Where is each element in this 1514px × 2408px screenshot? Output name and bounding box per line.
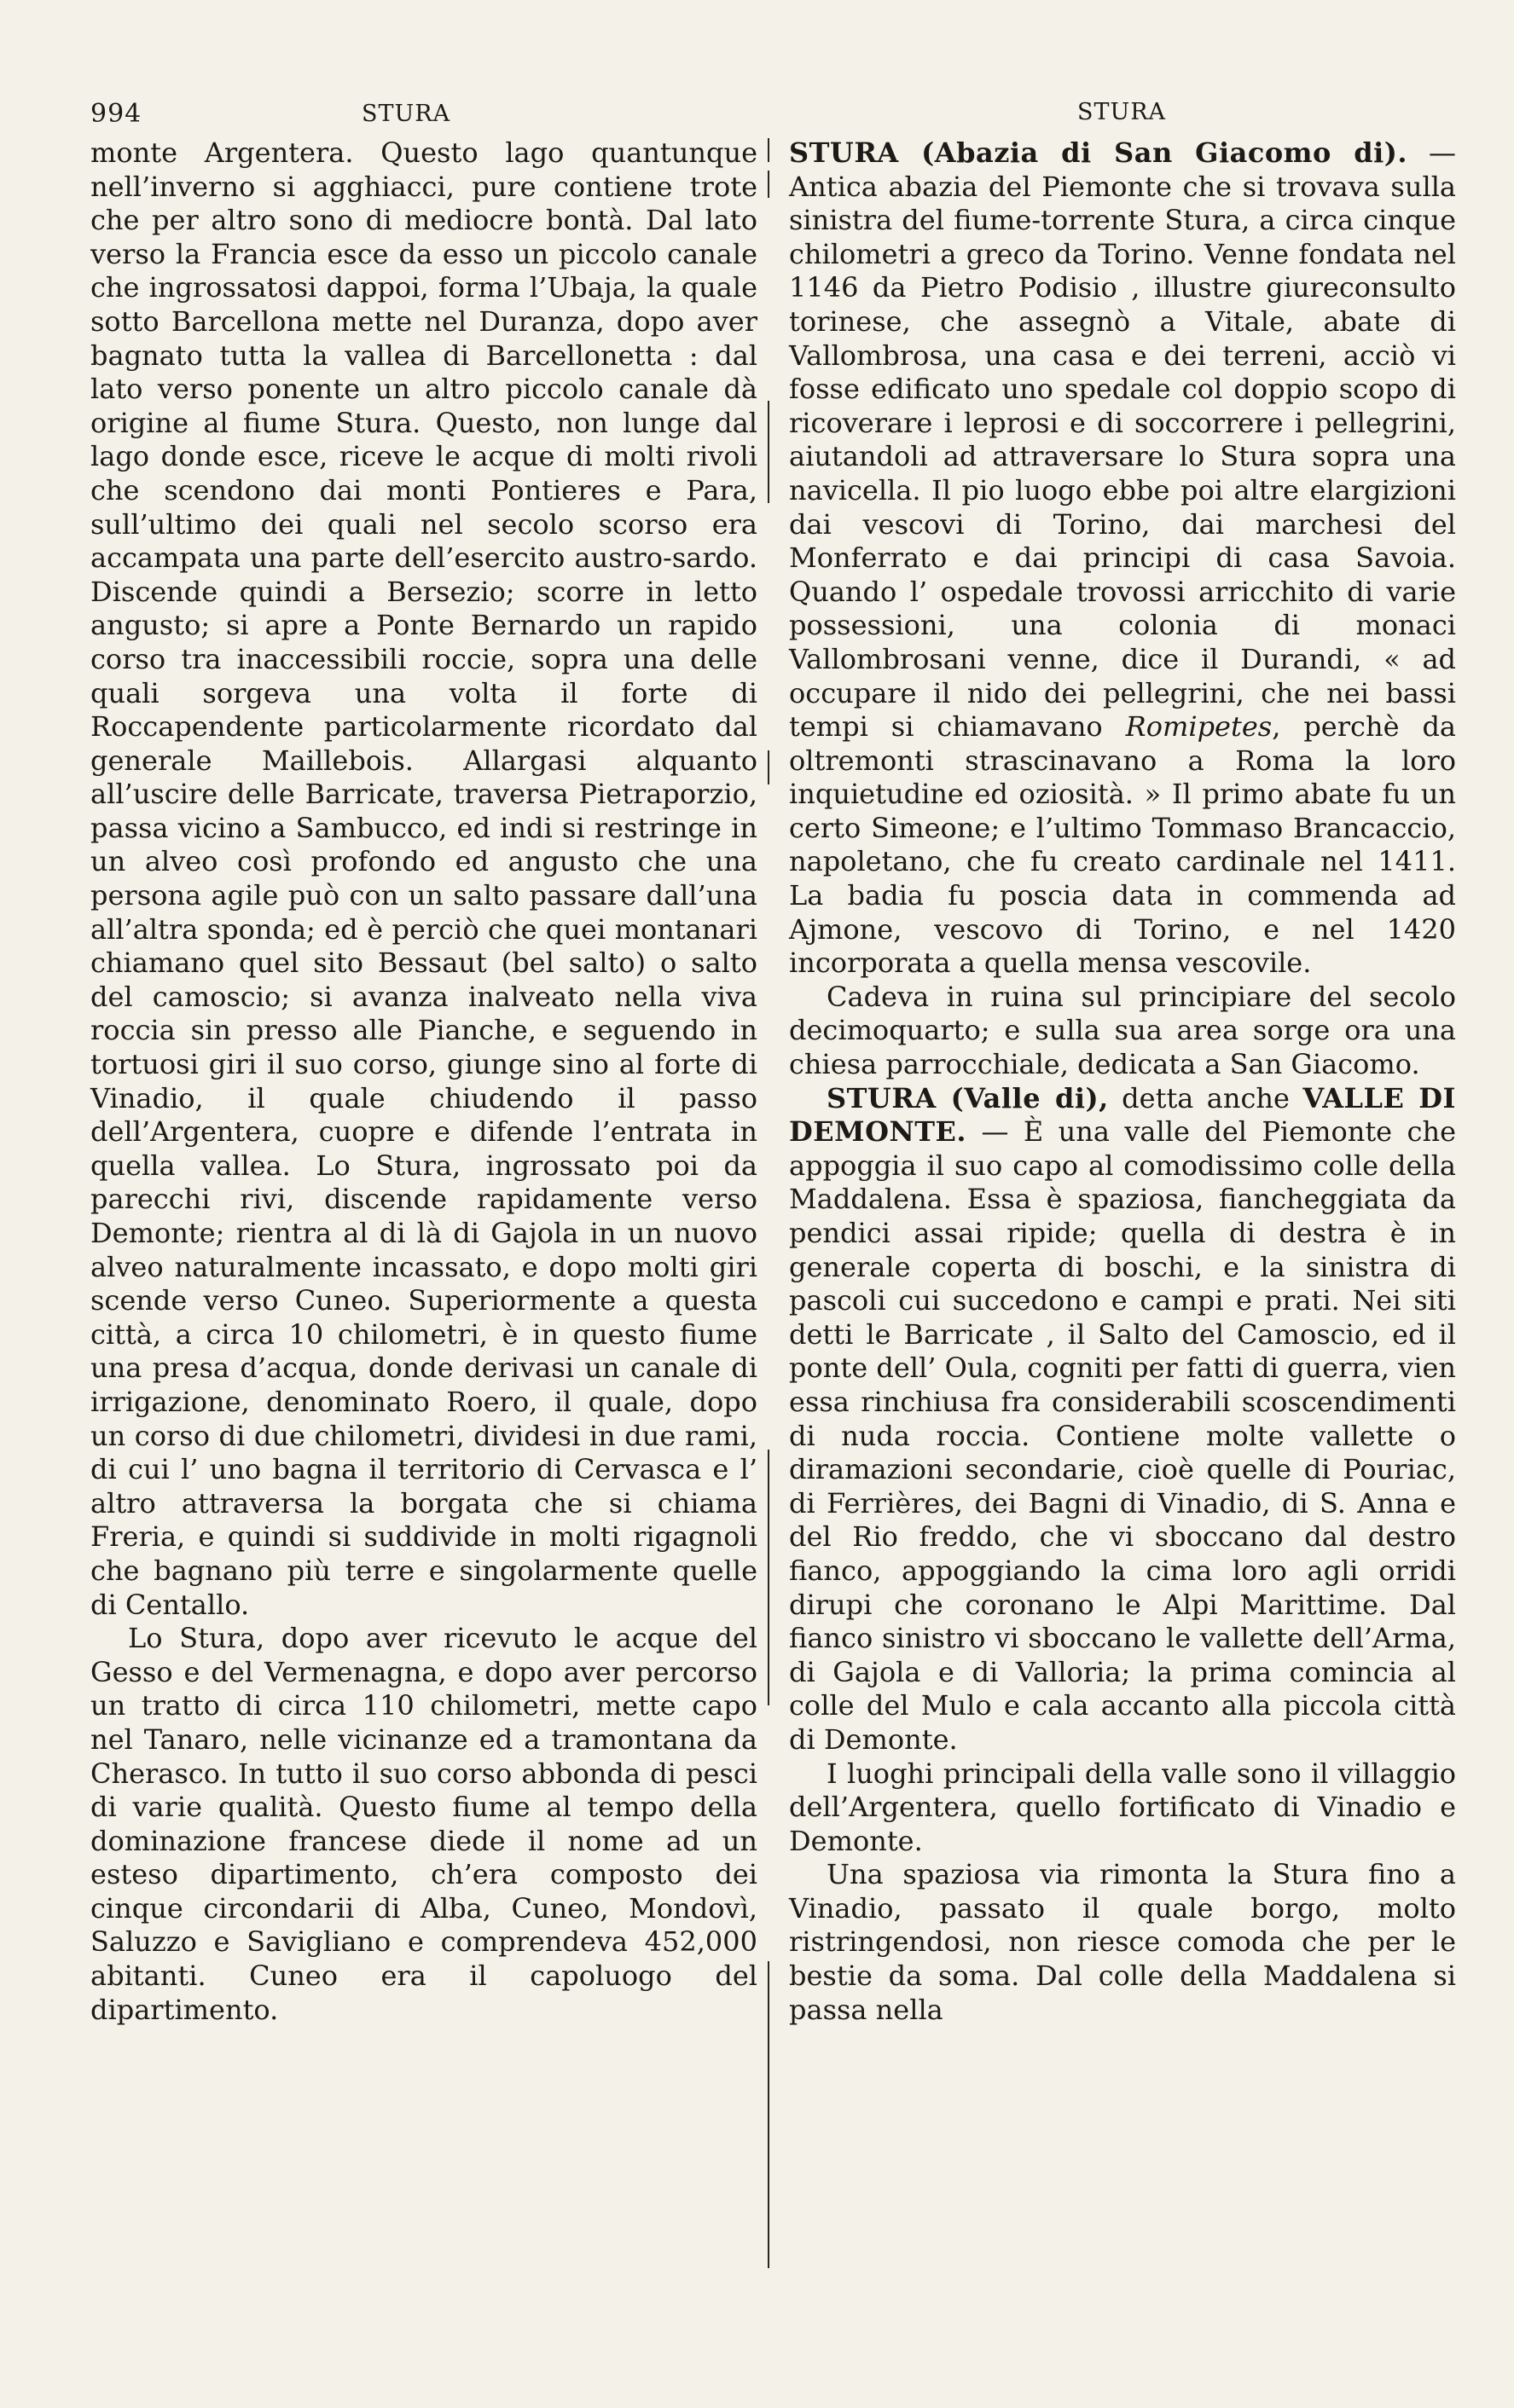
column-rule (768, 138, 769, 162)
paragraph: Lo Stura, dopo aver ricevuto le acque del Gesso e del Vermenagna, e dopo aver percorso un tratto di circa 110 chilometri, mette capo nel Tanaro, nelle vicinanze ed a tramontana da Cherasco. In tutto il suo corso abbonda di pesci di varie qualità. Questo fiume al tempo della dominazione francese diede il nome ad un esteso dipartimento, ch’era composto dei cinque circondarii di Alba, Cuneo, Mondovì, Saluzzo e Savigliano e comprendeva 452,000 abitanti. Cuneo era il capoluogo del dipartimento. (90, 1622, 757, 2026)
entry-alt-heading: VALLE DI DEMONTE. (789, 1081, 1456, 1149)
entry-heading: STURA (Abazia di San Giacomo di). (789, 136, 1408, 169)
entry-text: detta anche (1122, 1081, 1290, 1114)
italic-term: Romipetes (1125, 710, 1273, 744)
entry-text: — È una valle del Piemonte che appoggia il suo capo al comodissimo colle della Maddalena. Essa è spaziosa, fiancheggiata da pendici assai ripide; quella di destra è in generale coperta di boschi, e la sinistra di pascoli cui succedono e campi e prati. Nei siti detti le Barricate , il Salto del Camoscio, ed il ponte dell’ Oula, cogniti per fatti di guerra, vien essa rinchiusa fra considerabili scoscendimenti di nuda roccia. Contiene molte vallette o diramazioni secondarie, cioè quelle di Pouriac, di Ferrières, dei Bagni di Vinadio, di S. Anna e del Rio freddo, che vi sboccano dal destro fianco, appoggiando la cima loro agli orridi dirupi che coronano le Alpi Marittime. Dal fianco sinistro vi sboccano le vallette dell’Arma, di Gajola e di Valloria; la prima comincia al colle del Mulo e cala accanto alla piccola città di Demonte. (789, 1115, 1457, 1756)
column-rule (768, 171, 769, 198)
right-running-head (789, 99, 1454, 133)
entry-heading: STURA (Valle di), (827, 1081, 1109, 1114)
paragraph: Una spaziosa via rimonta la Stura fino a Vinadio, passato il quale borgo, molto ristringendosi, non riesce comoda che per le bestie da soma. Dal colle della Maddalena si passa nella (789, 1858, 1456, 2026)
column-rule (768, 750, 769, 784)
right-column (789, 136, 1456, 2027)
entry-abazia-san-giacomo (789, 136, 1456, 981)
left-running-head (90, 99, 764, 133)
paragraph: monte Argentera. Questo lago quantunque nell’inverno si agghiacci, pure contiene trote che per altro sono di mediocre bontà. Dal lato verso la Francia esce da esso un piccolo canale che ingrossatosi dappoi, forma l’Ubaja, la quale sotto Barcellona mette nel Duranza, dopo aver bagnato tutta la vallea di Barcellonetta : dal lato verso ponente un altro piccolo canale dà origine al fiume Stura. Questo, non lunge dal lago donde esce, riceve le acque di molti rivoli che scendono dai monti Pontieres e Para, sull’ultimo dei quali nel secolo scorso era accampata una parte dell’esercito austro-sardo. Discende quindi a Bersezio; scorre in letto angusto; si apre a Ponte Bernardo un rapido corso tra inaccessibili roccie, sopra una delle quali sorgeva una volta il forte di Roccapendente particolarmente ricordato dal generale Maillebois. Allargasi alquanto all’uscire delle Barricate, traversa Pietraporzio, passa vicino a Sambucco, ed indi si restringe in un alveo così profondo ed angusto che una persona agile può con un salto passare dall’una all’altra sponda; ed è perciò che quei montanari chiamano quel sito Bessaut (bel salto) o salto del camoscio; si avanza inalveato nella viva roccia sin presso alle Pianche, e seguendo in tortuosi giri il suo corso, giunge sino al forte di Vinadio, il quale chiudendo il passo dell’Argentera, cuopre e difende l’entrata in quella vallea. Lo Stura, ingrossato poi da parecchi rivi, discende rapidamente verso Demonte; rientra al di là di Gajola in un nuovo alveo naturalmente incassato, e dopo molti giri scende verso Cuneo. Superiormente a questa città, a circa 10 chilometri, è in questo fiume una presa d’acqua, donde derivasi un canale di irrigazione, denominato Roero, il quale, dopo un corso di due chilometri, dividesi in due rami, di cui l’ uno bagna il territorio di Cervasca e l’ altro attraversa la borgata che si chiama Freria, e quindi si suddivide in molti rigagnoli che bagnano più terre e singolarmente quelle di Centallo. (90, 136, 757, 1621)
column-rule (768, 401, 769, 503)
column-rule (768, 1450, 769, 1705)
left-running-title: STURA (362, 101, 451, 127)
entry-text: — Antica abazia del Piemonte che si trovava sulla sinistra del fiume-torrente Stura, a circa cinque chilometri a greco da Torino. Venne fondata nel 1146 da Pietro Podisio , illustre giureconsulto torinese, che assegnò a Vitale, abate di Vallombrosa, una casa e dei terreni, acciò vi fosse edificato uno spedale col doppio scopo di ricoverare i leprosi e di soccorrere i pellegrini, aiutandoli ad attraversare lo Stura sopra una navicella. Il pio luogo ebbe poi altre elargizioni dai vescovi di Torino, dai marchesi del Monferrato e dai principi di casa Savoia. Quando l’ ospedale trovossi arricchito di varie possessioni, una colonia di monaci Vallombrosani venne, dice il Durandi, « ad occupare il nido dei pellegrini, che nei bassi tempi si chiamavano (789, 136, 1457, 744)
entry-valle-di-stura (789, 1082, 1456, 1757)
column-rule (768, 1961, 769, 2268)
right-running-title: STURA (1076, 99, 1167, 125)
paragraph: Cadeva in ruina sul principiare del secolo decimoquarto; e sulla sua area sorge ora una chiesa parrocchiale, dedicata a San Giacomo. (789, 980, 1456, 1081)
left-column (90, 136, 757, 2027)
page-number: 994 (90, 99, 142, 129)
entry-text: , perchè da oltremonti strascinavano a Roma la loro inquietudine ed oziosità. » Il primo abate fu un certo Simeone; e l’ultimo Tommaso Brancaccio, napoletano, che fu creato cardinale nel 1411. La badia fu poscia data in commenda ad Ajmone, vescovo di Torino, e nel 1420 incorporata a quella mensa vescovile. (789, 710, 1456, 980)
paragraph: I luoghi principali della valle sono il villaggio dell’Argentera, quello fortificato di Vinadio e Demonte. (789, 1757, 1456, 1857)
